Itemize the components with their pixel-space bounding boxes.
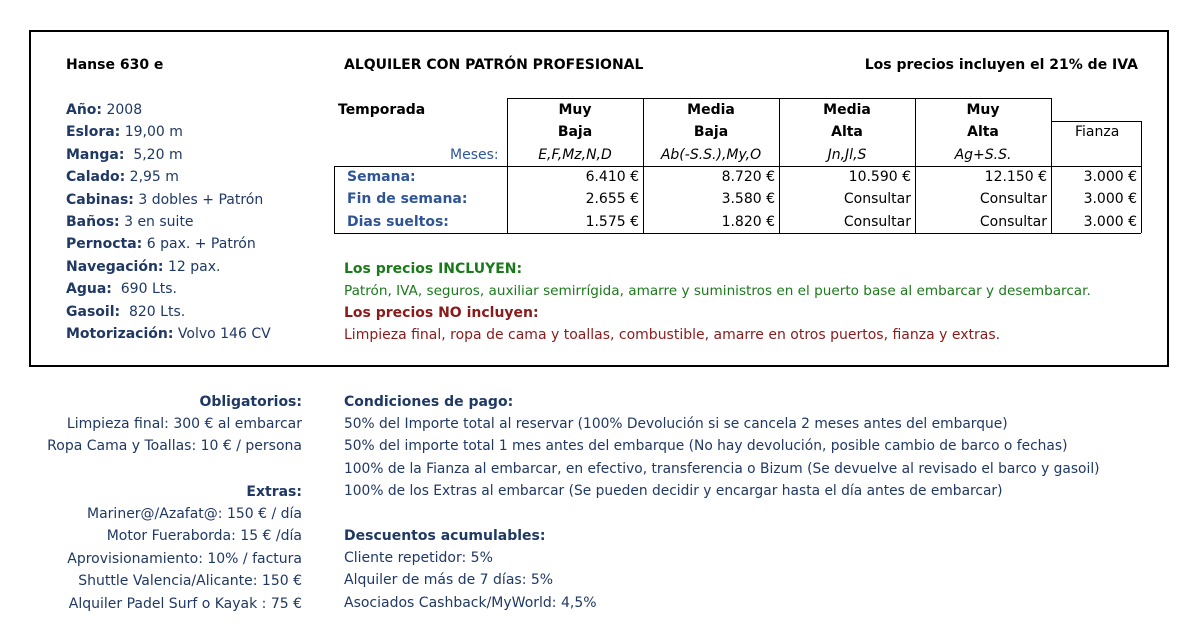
spec-row [66,147,183,163]
spec-row [66,169,179,185]
discount-item: Asociados Cashback/MyWorld: 4,5% [344,594,597,611]
excludes-text: Limpieza final, ropa de cama y toallas, combustible, amarre en otros puertos, fianza y extras. [344,327,1001,343]
spec-label: Baños: [66,214,120,230]
spec-label: Agua: [66,281,112,298]
spec-value: 3 dobles + Patrón [133,191,264,208]
season-line1: Media [687,102,735,118]
spec-label: Calado: [66,169,126,186]
boat-model: Hanse 630 e [66,57,164,73]
excludes-title: Los precios NO incluyen: [344,305,539,321]
table-vline-6 [1141,121,1142,233]
spec-row [66,281,177,297]
spec-value: 19,00 m [120,124,183,141]
spec-row [66,214,194,230]
price-cell: 2.655 € [585,191,639,208]
spec-label: Pernocta: [66,236,143,253]
payment-item: 50% del importe total 1 mes antes del embarque (No hay devolución, posible cambio de barco o fechas) [344,438,1068,455]
price-cell: Consultar [843,213,911,230]
spec-row [66,124,183,140]
discount-item: Alquiler de más de 7 días: 5% [344,572,554,589]
price-cell: 1.820 € [721,213,775,230]
deposit-header: Fianza [1075,124,1120,140]
payment-item: 100% de la Fianza al embarcar, en efectivo, transferencia o Bizum (Se devuelve al revisado el barco y gasoil) [344,460,1100,477]
spec-row [66,326,271,342]
payment-item: 100% de los Extras al embarcar (Se pueden decidir y encargar hasta el día antes de embarcar) [344,483,1003,500]
price-cell: Consultar [979,191,1047,208]
price-cell: 3.580 € [721,191,775,208]
extra-item: Aprovisionamiento: 10% / factura [67,550,302,567]
extra-item: Alquiler Padel Surf o Kayak : 75 € [68,595,302,612]
deposit-top [1051,121,1141,122]
payment-item: 50% del Importe total al reservar (100% Devolución si se cancela 2 meses antes del embarque) [344,416,1008,432]
price-row-label: Fin de semana: [347,191,468,208]
spec-value: 3 en suite [119,214,194,230]
mandatory-item: Ropa Cama y Toallas: 10 € / persona [47,438,302,455]
table-header-bottom [334,166,1141,167]
table-vline-0 [334,166,335,233]
extra-item: Mariner@/Azafat@: 150 € / día [87,506,302,522]
season-line1: Media [823,102,871,118]
deposit-cell: 3.000 € [1083,169,1137,185]
price-cell: Consultar [843,191,911,208]
spec-value: 6 pax. + Patrón [142,236,256,253]
price-cell: 12.150 € [984,169,1047,185]
price-row-label: Dias sueltos: [347,213,449,230]
price-cell: Consultar [979,213,1047,230]
table-bottom [334,233,1141,234]
season-months: Ag+S.S. [954,147,1012,163]
includes-text: Patrón, IVA, seguros, auxiliar semirrígida, amarre y suministros en el puerto base al embarcar y desembarcar. [344,283,1091,299]
spec-label: Cabinas: [66,191,134,208]
includes-title: Los precios INCLUYEN: [344,261,523,277]
months-label: Meses: [450,147,499,163]
extras-title: Extras: [246,484,302,500]
spec-value: Volvo 146 CV [173,326,271,342]
spec-value: 2008 [102,102,143,118]
spec-row [66,236,256,252]
deposit-cell: 3.000 € [1083,191,1137,208]
season-line2: Alta [967,124,999,140]
spec-row [66,259,220,275]
season-months: E,F,Mz,N,D [538,147,612,163]
spec-label: Motorización: [66,326,174,342]
mandatory-title: Obligatorios: [199,394,302,410]
spec-label: Año: [66,102,103,118]
spec-label: Gasoil: [66,303,121,320]
season-months: Jn,Jl,S [827,147,867,163]
deposit-cell: 3.000 € [1083,213,1137,230]
spec-row [66,102,142,118]
spec-label: Eslora: [66,124,121,141]
discounts-title: Descuentos acumulables: [344,528,546,544]
extra-item: Shuttle Valencia/Alicante: 150 € [78,573,302,590]
season-line2: Baja [557,124,593,140]
season-line2: Alta [831,124,863,140]
season-line2: Baja [693,124,729,140]
discount-item: Cliente repetidor: 5% [344,550,493,566]
spec-value: 5,20 m [124,146,183,163]
spec-value: 820 Lts. [120,303,186,320]
spec-value: 2,95 m [125,169,179,186]
extra-item: Motor Fueraborda: 15 € /día [106,528,302,545]
spec-label: Manga: [66,146,125,163]
page-title: ALQUILER CON PATRÓN PROFESIONAL [344,57,644,73]
price-cell: 8.720 € [721,169,775,185]
vat-note: Los precios incluyen el 21% de IVA [864,57,1138,73]
spec-row [66,192,263,208]
mandatory-item: Limpieza final: 300 € al embarcar [66,416,302,432]
season-label: Temporada [338,102,426,118]
spec-label: Navegación: [66,258,164,275]
price-cell: 6.410 € [585,169,639,185]
spec-value: 12 pax. [163,258,221,275]
spec-value: 690 Lts. [111,281,177,298]
season-line1: Muy [966,102,1000,118]
price-row-label: Semana: [347,169,416,185]
payment-title: Condiciones de pago: [344,394,514,410]
price-cell: 1.575 € [585,213,639,230]
season-line1: Muy [558,102,592,118]
season-months: Ab(-S.S.),My,O [660,147,762,163]
spec-row [66,304,185,320]
price-cell: 10.590 € [848,169,911,185]
